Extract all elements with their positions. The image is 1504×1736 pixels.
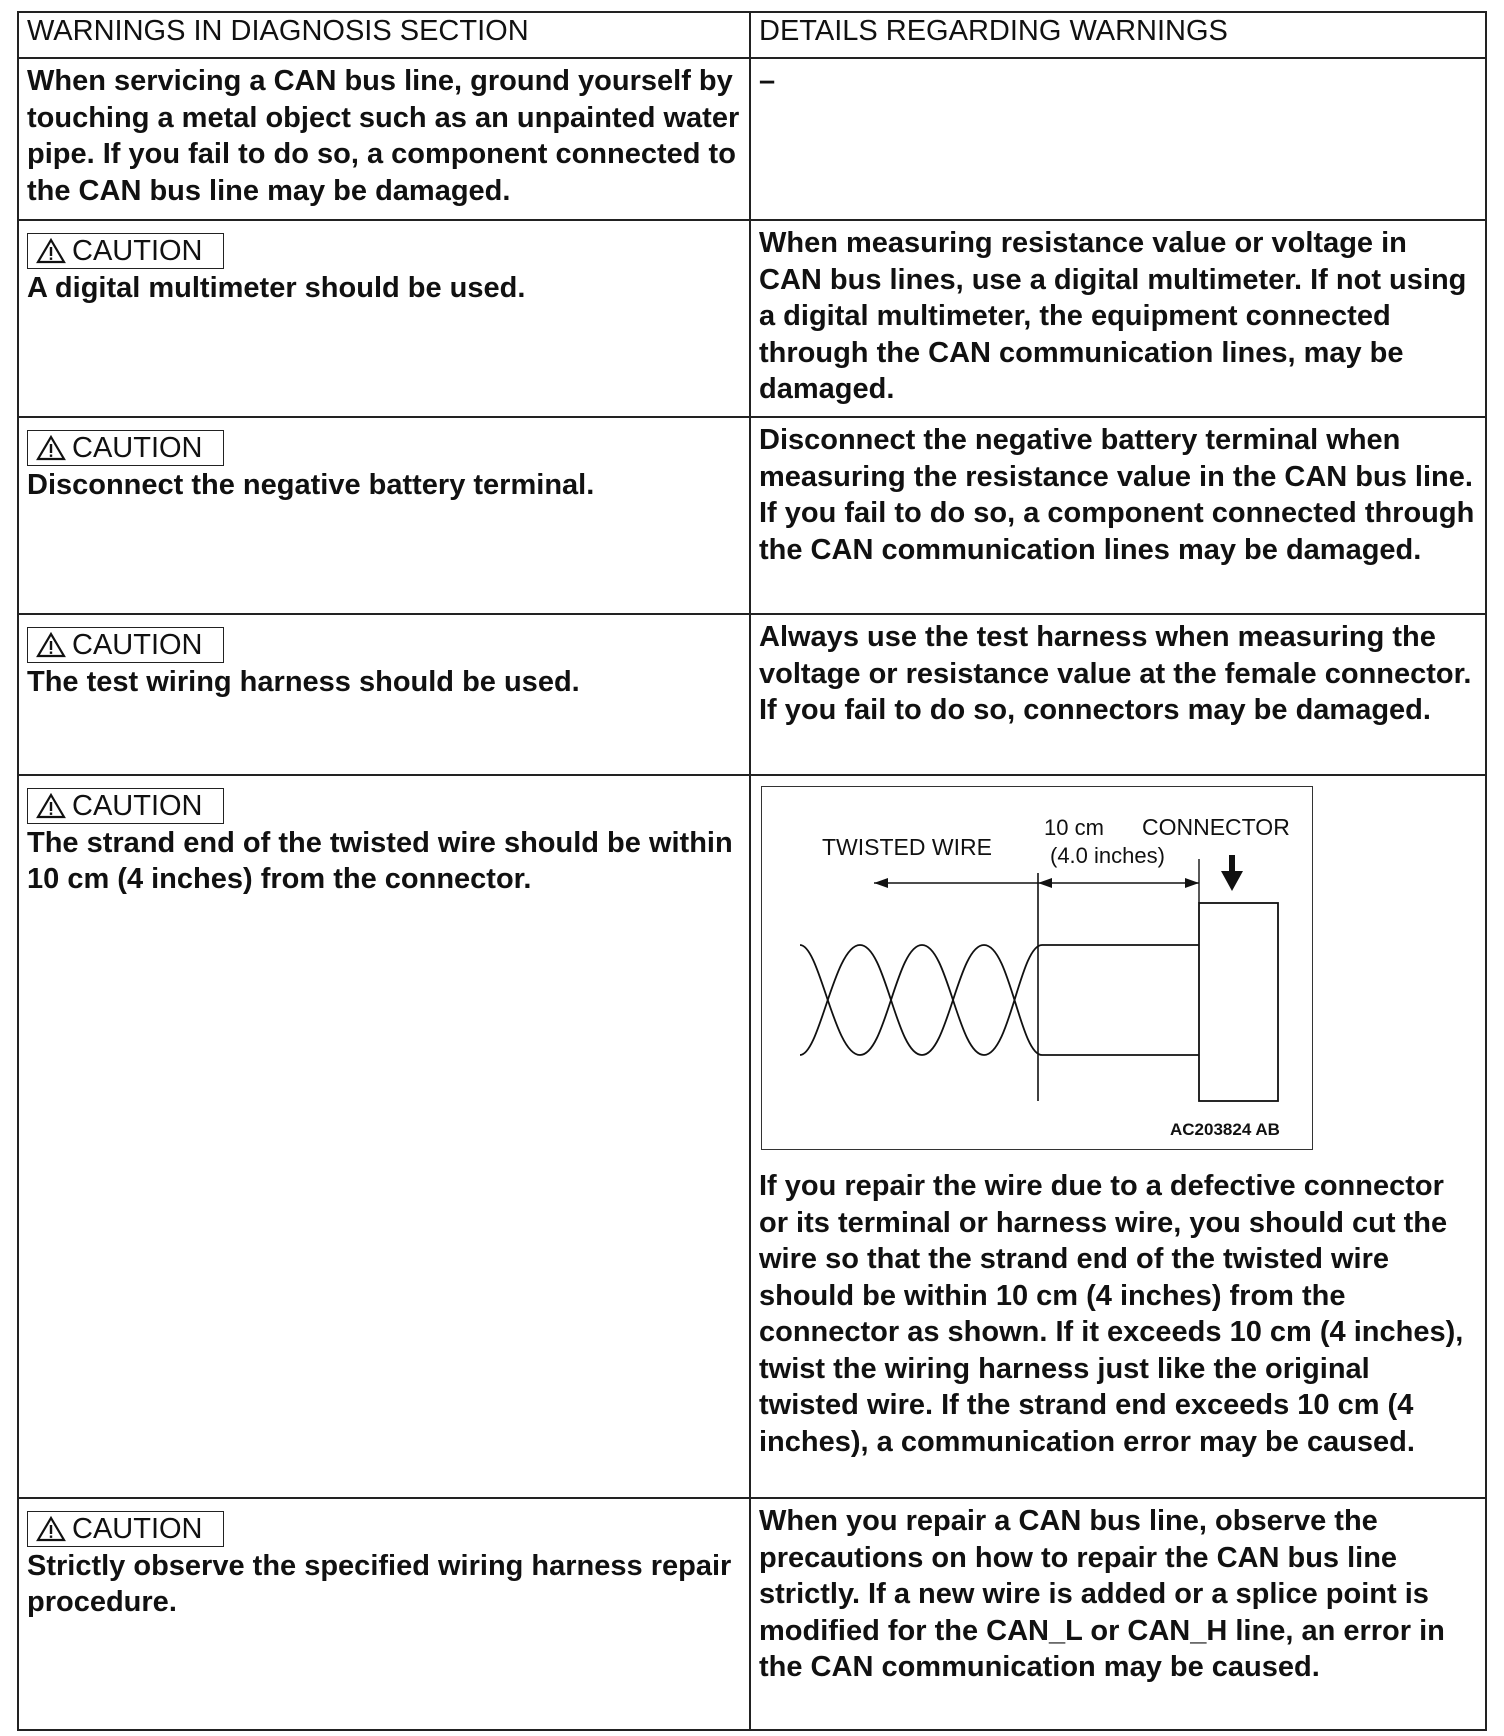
warning-text: A digital multimeter should be used. bbox=[27, 271, 526, 304]
warning-triangle-icon bbox=[36, 435, 66, 461]
distance-inches-label: (4.0 inches) bbox=[1050, 843, 1165, 868]
warning-text: The test wiring harness should be used. bbox=[27, 665, 580, 698]
warning-text: The strand end of the twisted wire should be within 10 cm (4 inches) from the connector. bbox=[27, 826, 733, 895]
warning-cell bbox=[18, 58, 750, 220]
caution-badge bbox=[27, 430, 224, 466]
twisted-wire-diagram bbox=[762, 787, 1312, 1149]
warning-cell bbox=[18, 417, 750, 614]
warning-text: Disconnect the negative battery terminal. bbox=[27, 468, 595, 501]
details-cell bbox=[750, 614, 1486, 775]
warning-triangle-icon bbox=[36, 1516, 66, 1542]
details-cell bbox=[750, 220, 1486, 417]
twisted-wire-label: TWISTED WIRE bbox=[822, 834, 992, 860]
figure-code: AC203824 AB bbox=[1170, 1120, 1280, 1139]
warning-triangle-icon bbox=[36, 238, 66, 264]
caution-label: CAUTION bbox=[72, 235, 203, 267]
twisted-wire-figure bbox=[761, 786, 1313, 1150]
warning-cell bbox=[18, 1498, 750, 1730]
wire-strand-a bbox=[800, 945, 1042, 1055]
details-cell bbox=[750, 58, 1486, 220]
details-text: Always use the test harness when measuring the voltage or resistance value at the female connector. If you fail to do so, connectors may be damaged. bbox=[759, 621, 1472, 726]
table-row bbox=[18, 775, 1486, 1498]
arrow-head bbox=[1038, 878, 1052, 888]
caution-label: CAUTION bbox=[72, 1513, 203, 1545]
header-details: DETAILS REGARDING WARNINGS bbox=[750, 12, 1486, 58]
caution-badge bbox=[27, 627, 224, 663]
arrow-head bbox=[1185, 878, 1199, 888]
table-row bbox=[18, 1498, 1486, 1730]
down-arrow-icon bbox=[1221, 871, 1243, 891]
details-cell bbox=[750, 775, 1486, 1498]
table-row bbox=[18, 417, 1486, 614]
details-text: When you repair a CAN bus line, observe the precautions on how to repair the CAN bus line strictly. If a new wire is added or a splice point is modified for the CAN_L or CAN_H line, an error in the CAN communication may be caused. bbox=[759, 1505, 1445, 1683]
details-text: Disconnect the negative battery terminal when measuring the resistance value in the CAN bus line. If you fail to do so, a component connected through the CAN communication lines may be damaged. bbox=[759, 424, 1475, 566]
caution-badge bbox=[27, 233, 224, 269]
table-row bbox=[18, 58, 1486, 220]
connector-shape bbox=[1199, 903, 1278, 1101]
details-text: – bbox=[759, 65, 776, 97]
warning-triangle-icon bbox=[36, 632, 66, 658]
caution-label: CAUTION bbox=[72, 629, 203, 661]
caution-badge bbox=[27, 1511, 224, 1547]
warning-text: When servicing a CAN bus line, ground yourself by touching a metal object such as an unpainted water pipe. If you fail to do so, a component connected to the CAN bus line may be damaged. bbox=[27, 65, 740, 207]
caution-label: CAUTION bbox=[72, 432, 203, 464]
warning-cell bbox=[18, 775, 750, 1498]
warnings-table bbox=[17, 11, 1487, 1731]
distance-label: 10 cm bbox=[1044, 815, 1104, 840]
wire-strand-b bbox=[800, 945, 1042, 1055]
warning-cell bbox=[18, 220, 750, 417]
arrow-left-head bbox=[874, 878, 888, 888]
header-warnings: WARNINGS IN DIAGNOSIS SECTION bbox=[18, 12, 750, 58]
details-text: If you repair the wire due to a defective connector or its terminal or harness wire, you should cut the wire so that the strand end of the twisted wire should be within 10 cm (4 inches) from the connector as shown. If it exceeds 10 cm (4 inches), twist the wiring harness just like the original twisted wire. If the strand end exceeds 10 cm (4 inches), a communication error may be caused. bbox=[759, 1170, 1464, 1458]
warning-text: Strictly observe the specified wiring harness repair procedure. bbox=[27, 1549, 732, 1618]
details-cell bbox=[750, 417, 1486, 614]
details-cell bbox=[750, 1498, 1486, 1730]
table-row bbox=[18, 220, 1486, 417]
table-row bbox=[18, 614, 1486, 775]
caution-badge bbox=[27, 788, 224, 824]
caution-label: CAUTION bbox=[72, 790, 203, 822]
table-header-row bbox=[18, 12, 1486, 58]
warning-triangle-icon bbox=[36, 793, 66, 819]
connector-label: CONNECTOR bbox=[1142, 814, 1290, 840]
details-text: When measuring resistance value or voltage in CAN bus lines, use a digital multimeter. If not using a digital multimeter, the equipment connected through the CAN communication lines, may be damaged. bbox=[759, 227, 1467, 405]
warning-cell bbox=[18, 614, 750, 775]
